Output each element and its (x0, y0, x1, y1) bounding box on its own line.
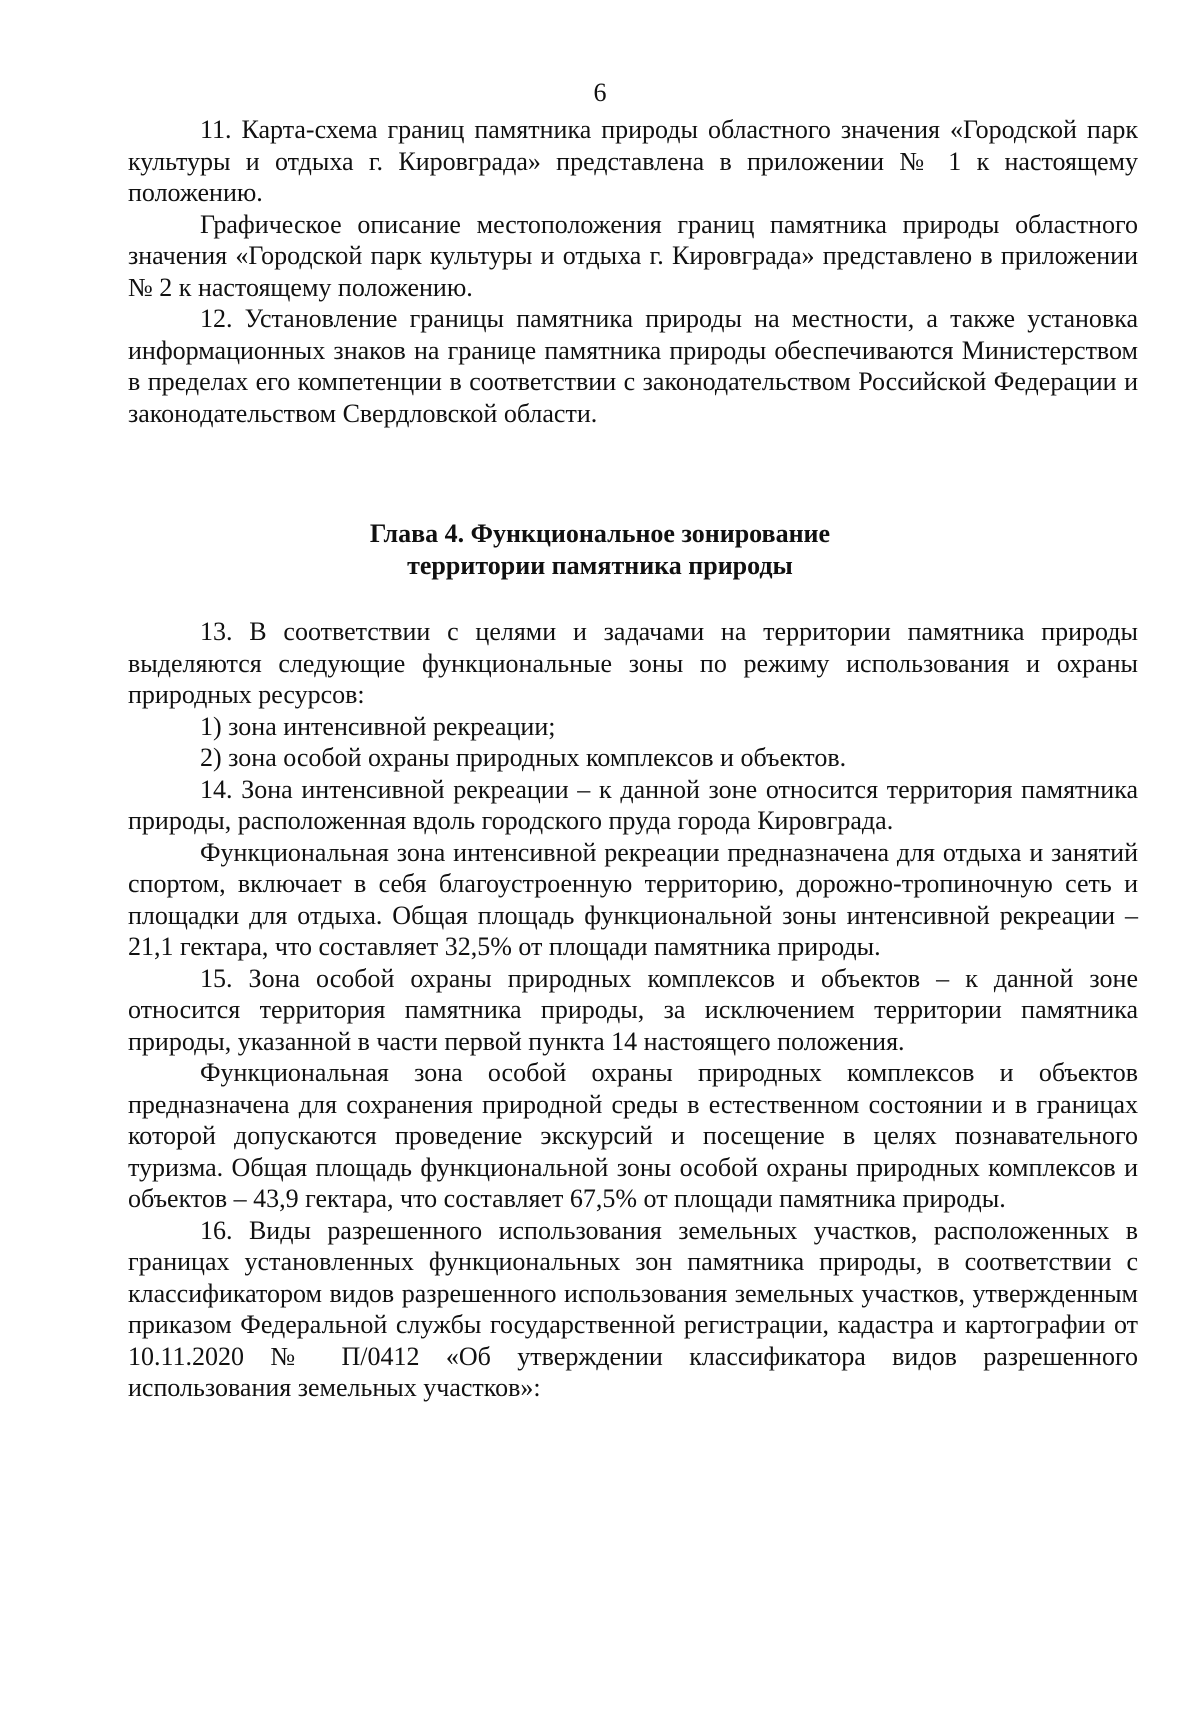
section-top (128, 114, 1138, 429)
paragraph-12: 12. Установление границы памятника природы на местности, а также установка информационных знаков на границе памятника природы обеспечиваются Министерством в пределах его компетенции в соответствии с законодательством Российской Федерации и законодательством Свердловской области. (128, 304, 1138, 428)
list-item-zone-1: 1) зона интенсивной рекреации; (200, 711, 556, 741)
paragraph-13: 13. В соответствии с целями и задачами на территории памятника природы выделяются следующие функциональные зоны по режиму использования и охраны природных ресурсов: (128, 617, 1138, 709)
chapter-title-line-1: Глава 4. Функциональное зонирование (369, 519, 831, 548)
paragraph-16: 16. Виды разрешенного использования земельных участков, расположенных в границах установленных функциональных зон памятника природы, в соответствии с классификатором видов разрешенного использования земельных участков, утвержденным приказом Федеральной службы государственной регистрации, кадастра и картографии от 10.11.2020 № П/0412 «Об утверждении классификатора видов разрешенного использования земельных участков»: (128, 1215, 1138, 1402)
paragraph-graphic-description: Графическое описание местоположения границ памятника природы областного значения «Городской парк культуры и отдыха г. Кировграда» представлено в приложении № 2 к настоящему положению. (128, 209, 1138, 302)
paragraph-11: 11. Карта-схема границ памятника природы областного значения «Городской парк культуры и отдыха г. Кировграда» представлена в приложении № 1 к настоящему положению. (128, 115, 1138, 207)
paragraph-14: 14. Зона интенсивной рекреации – к данной зоне относится территория памятника природы, расположенная вдоль городского пруда города Кировграда. (128, 774, 1138, 835)
list-item-zone-2: 2) зона особой охраны природных комплексов и объектов. (200, 743, 847, 772)
chapter-heading (0, 518, 1200, 582)
page-number: 6 (593, 78, 607, 107)
chapter-title-line-2: территории памятника природы (407, 551, 793, 580)
paragraph-protection-zone: Функциональная зона особой охраны природных комплексов и объектов предназначена для сохранения природной среды в естественном состоянии и в границах которой допускаются проведение экскурсий и посещение в целях познавательного туризма. Общая площадь функциональной зоны особой охраны природных комплексов и объектов – 43,9 гектара, что составляет 67,5% от площади памятника природы. (128, 1058, 1138, 1213)
paragraph-15: 15. Зона особой охраны природных комплексов и объектов – к данной зоне относится территория памятника природы, за исключением территории памятника природы, указанной в части первой пункта 14 настоящего положения. (128, 963, 1138, 1056)
paragraph-recreation-zone: Функциональная зона интенсивной рекреации предназначена для отдыха и занятий спортом, включает в себя благоустроенную территорию, дорожно-тропиночную сеть и площадки для отдыха. Общая площадь функциональной зоны интенсивной рекреации – 21,1 гектара, что составляет 32,5% от площади памятника природы. (128, 837, 1138, 961)
section-main (128, 616, 1138, 1404)
